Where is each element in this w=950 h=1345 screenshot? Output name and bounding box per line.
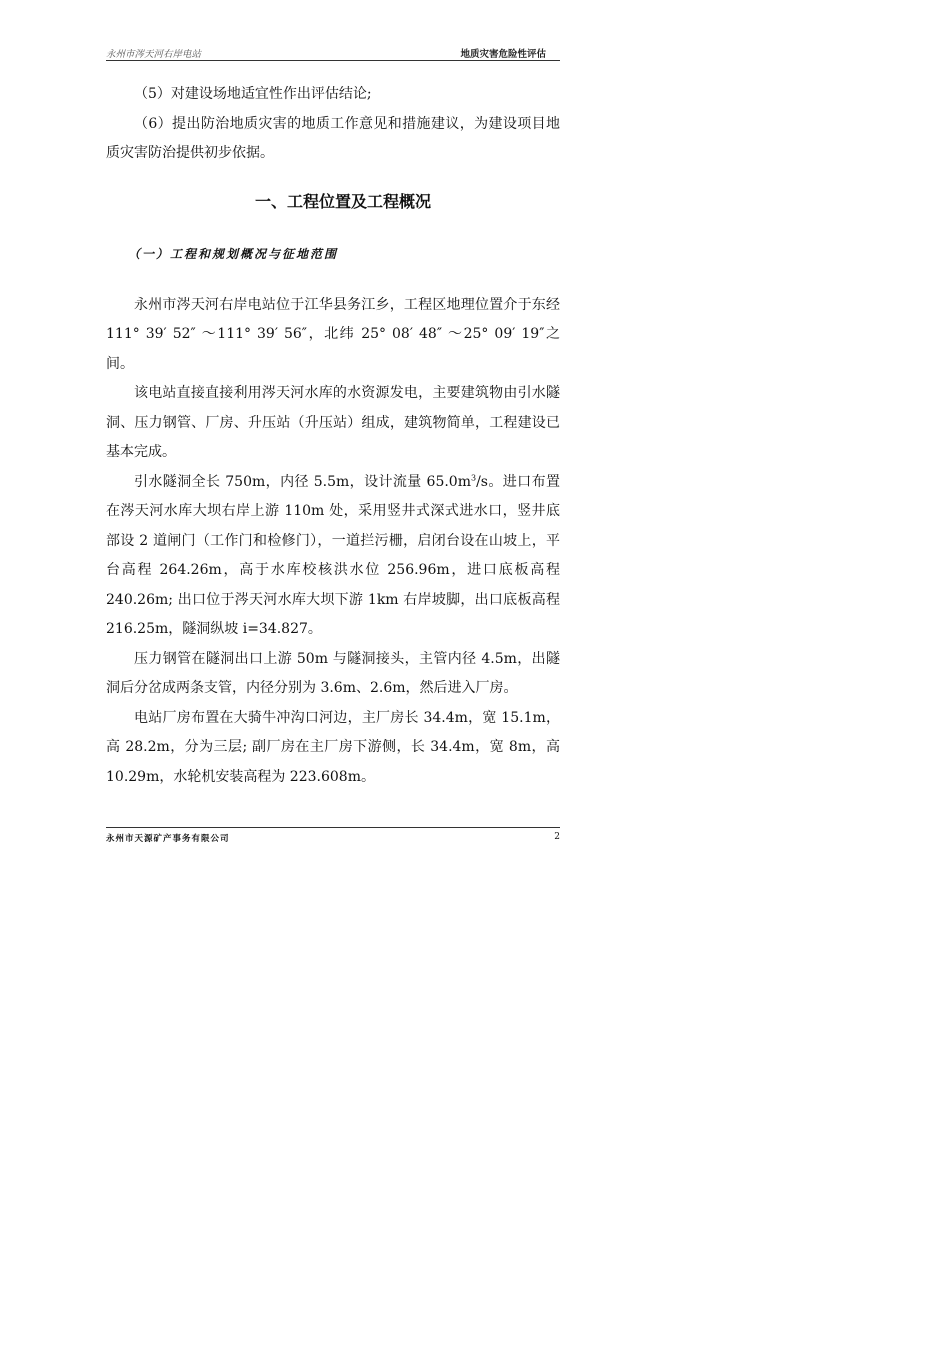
page-body: [106, 80, 560, 792]
tunnel-text-part-2: /s。进口布置在涔天河水库大坝右岸上游 110m 处，采用竖井式深式进水口，竖井底部设 2 道闸门（工作门和检修门），一道拦污栅，启闭台设在山坡上，平台高程 264.26m，高于水库校核洪水位 256.96m，进口底板高程 240.26m; 出口位于涔天河水库大坝下游 1km 右岸坡脚，出口底板高程 216.25m，隧洞纵坡 i=34.827。: [106, 473, 560, 637]
footer-company-name: 永州市天源矿产事务有限公司: [106, 834, 230, 844]
paragraph-overview: 该电站直接直接利用涔天河水库的水资源发电，主要建筑物由引水隧洞、压力钢管、厂房、升压站（升压站）组成，建筑物简单，工程建设已基本完成。: [106, 385, 560, 460]
intro-item-5: （5）对建设场地适宜性作出评估结论;: [134, 86, 372, 102]
paragraph-location: 永州市涔天河右岸电站位于江华县务江乡，工程区地理位置介于东经 111° 39′ 52″ ～111° 39′ 56″，北纬 25° 08′ 48″ ～25° 09′ 19″之间。: [106, 296, 560, 372]
header-report-title: 地质灾害危险性评估: [460, 49, 546, 60]
section-heading: 一、工程位置及工程概况: [254, 191, 431, 211]
page-number: 2: [554, 832, 560, 842]
header-project-name: 永州市涔天河右岸电站: [106, 49, 202, 60]
footer-divider: [106, 827, 560, 828]
tunnel-text-part-1: 引水隧洞全长 750m，内径 5.5m，设计流量 65.0m: [134, 473, 471, 490]
intro-item-6: （6）提出防治地质灾害的地质工作意见和措施建议，为建设项目地质灾害防治提供初步依据。: [106, 115, 560, 161]
paragraph-powerhouse: 电站厂房布置在大骑牛冲沟口河边，主厂房长 34.4m，宽 15.1m，高 28.2m，分为三层; 副厂房在主厂房下游侧，长 34.4m，宽 8m，高 10.29m，水轮机安装高程为 223.608m。: [106, 709, 560, 785]
cubic-superscript: 3: [470, 472, 477, 482]
subsection-heading: （一）工程和规划概况与征地范围: [128, 246, 339, 261]
header-divider: [106, 60, 560, 61]
paragraph-penstock: 压力钢管在隧洞出口上游 50m 与隧洞接头，主管内径 4.5m，出隧洞后分岔成两条支管，内径分别为 3.6m、2.6m，然后进入厂房。: [106, 650, 560, 696]
page-footer: [106, 832, 560, 846]
paragraph-tunnel: [106, 468, 560, 645]
